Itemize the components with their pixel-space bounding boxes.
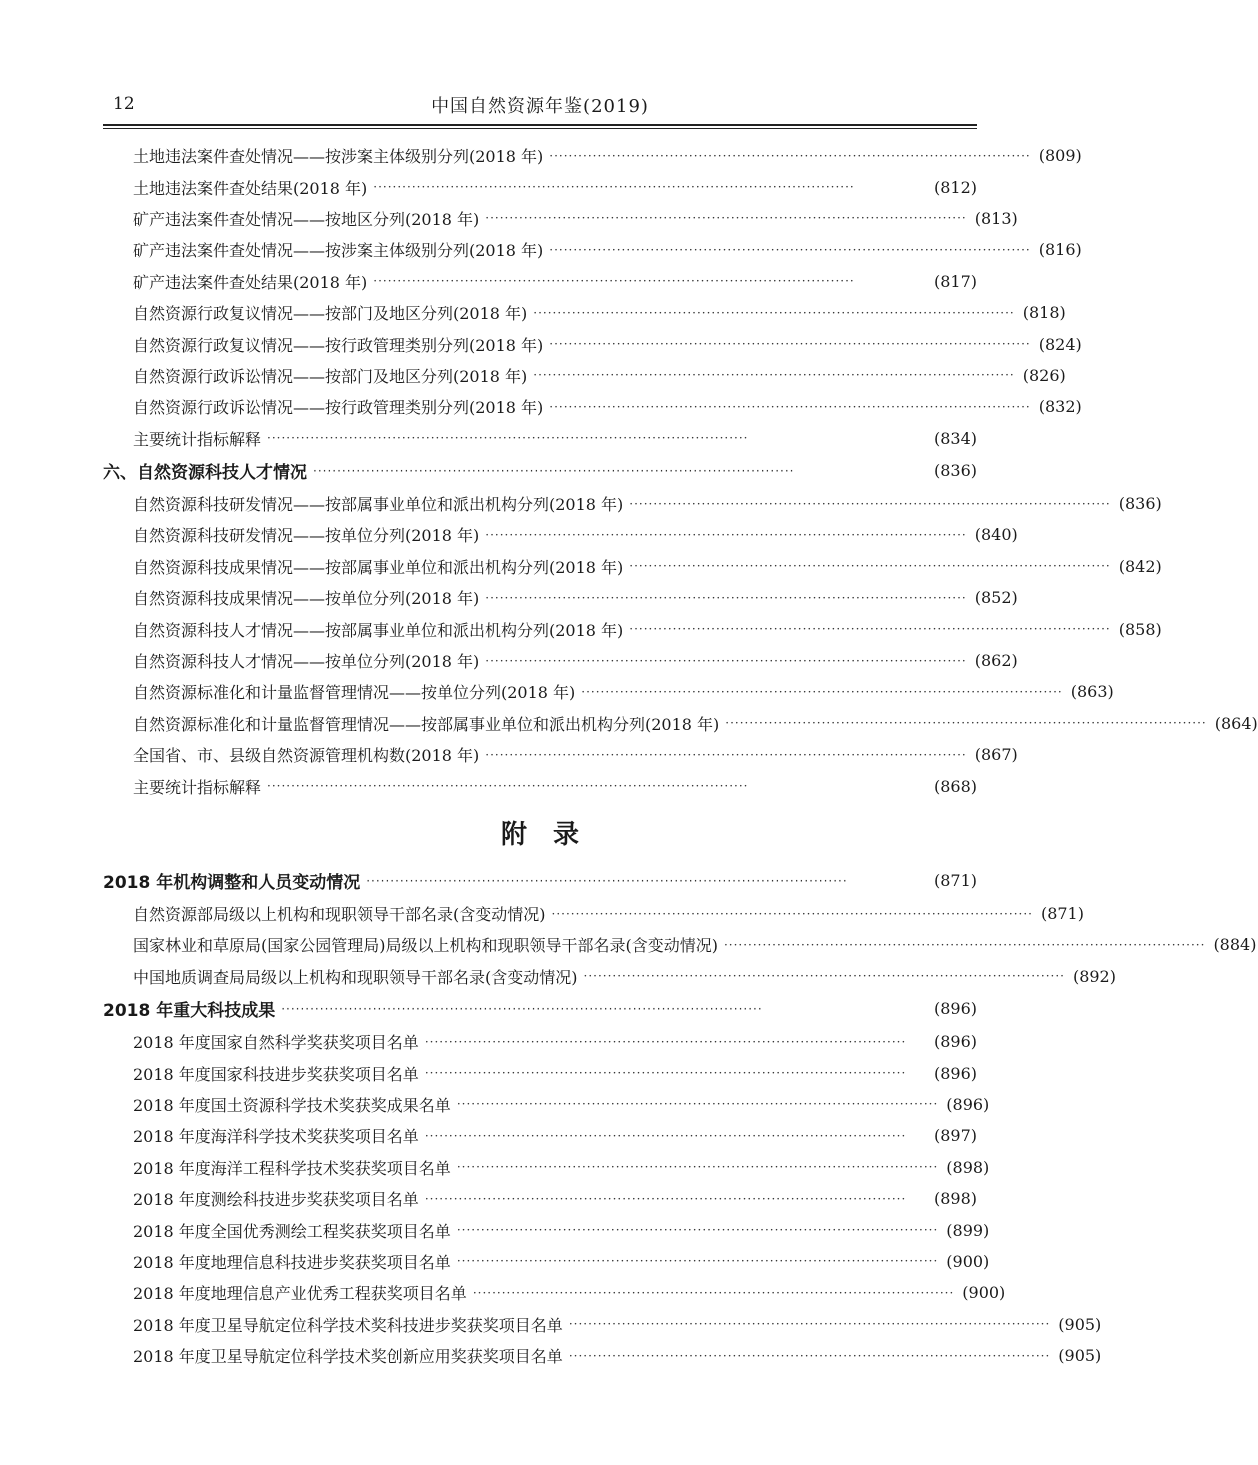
section-page: (836) — [933, 461, 977, 481]
entry-page: (840) — [974, 525, 1018, 545]
entry-label: 主要统计指标解释 — [133, 777, 262, 797]
entry-page: (832) — [1038, 397, 1082, 417]
dot-leader: ···································································································· — [366, 873, 848, 888]
toc-entry[interactable] — [0, 582, 1080, 613]
section-page: (896) — [933, 999, 977, 1019]
toc-entry[interactable] — [0, 391, 1080, 422]
entry-page: (900) — [946, 1251, 990, 1271]
dot-leader: ···································································································· — [485, 653, 967, 668]
entry-label: 自然资源科技成果情况——按部属事业单位和派出机构分列(2018 年) — [133, 557, 624, 577]
entry-label: 自然资源行政诉讼情况——按行政管理类别分列(2018 年) — [133, 398, 544, 418]
entry-label: 矿产违法案件查处结果(2018 年) — [133, 272, 368, 292]
entry-page: (884) — [1213, 935, 1257, 955]
appendix-heading: 附录 — [500, 820, 605, 851]
entry-label: 2018 年度测绘科技进步奖获奖项目名单 — [133, 1190, 419, 1210]
dot-leader: ···································································································· — [424, 1191, 907, 1206]
dot-leader: ···································································································· — [581, 684, 1063, 699]
section-page: (871) — [933, 871, 977, 891]
dot-leader: ···································································································· — [549, 148, 1031, 163]
dot-leader: ···································································································· — [583, 969, 1065, 984]
toc-entry[interactable] — [0, 171, 1080, 202]
toc-entry[interactable] — [0, 203, 1080, 234]
toc-section-org-changes[interactable] — [0, 864, 1080, 898]
toc-entry[interactable] — [0, 423, 1080, 454]
entry-page: (842) — [1118, 556, 1162, 576]
dot-leader: ···································································································· — [549, 337, 1031, 352]
entry-page: (813) — [974, 208, 1018, 228]
toc-entry[interactable] — [0, 708, 1258, 739]
entry-label: 自然资源科技研发情况——按部属事业单位和派出机构分列(2018 年) — [133, 495, 624, 515]
entry-label: 2018 年度海洋科学技术奖获奖项目名单 — [133, 1127, 419, 1147]
dot-leader: ···································································································· — [281, 1001, 763, 1016]
toc-entry[interactable] — [0, 488, 1162, 519]
entry-page: (905) — [1058, 1346, 1102, 1366]
toc-entry[interactable] — [0, 1246, 1080, 1277]
entry-label: 2018 年度国家科技进步奖获奖项目名单 — [133, 1064, 419, 1084]
toc-entry[interactable] — [0, 1214, 1080, 1245]
entry-label: 自然资源科技人才情况——按单位分列(2018 年) — [133, 652, 480, 672]
entry-page: (900) — [962, 1283, 1006, 1303]
toc-entry[interactable] — [0, 770, 1080, 801]
dot-leader: ···································································································· — [472, 1285, 955, 1300]
entry-page: (824) — [1038, 334, 1082, 354]
entry-page: (852) — [974, 588, 1018, 608]
entry-page: (868) — [933, 776, 977, 796]
entry-page: (858) — [1118, 619, 1162, 639]
entry-label: 矿产违法案件查处情况——按涉案主体级别分列(2018 年) — [133, 241, 544, 261]
section-label: 六、自然资源科技人才情况 — [103, 463, 307, 484]
toc-block-law-enforcement — [0, 140, 1080, 454]
dot-leader: ···································································································· — [424, 1034, 907, 1049]
toc-entry[interactable] — [0, 551, 1162, 582]
toc-entry[interactable] — [0, 519, 1080, 550]
entry-page: (896) — [946, 1094, 990, 1114]
entry-page: (826) — [1022, 365, 1066, 385]
dot-leader: ···································································································· — [629, 496, 1111, 511]
toc-section-tech-talent[interactable] — [0, 454, 1080, 488]
entry-page: (899) — [946, 1220, 990, 1240]
dot-leader: ···································································································· — [313, 463, 795, 478]
entry-label: 土地违法案件查处结果(2018 年) — [133, 178, 368, 198]
dot-leader: ···································································································· — [533, 368, 1015, 383]
dot-leader: ···································································································· — [485, 590, 967, 605]
entry-page: (896) — [933, 1032, 977, 1052]
entry-label: 2018 年度卫星导航定位科学技术奖科技进步奖获奖项目名单 — [133, 1315, 563, 1335]
dot-leader: ···································································································· — [485, 527, 967, 542]
toc-entry[interactable] — [0, 360, 1080, 391]
section-label: 2018 年重大科技成果 — [103, 1001, 276, 1022]
entry-label: 自然资源行政复议情况——按部门及地区分列(2018 年) — [133, 304, 528, 324]
book-title: 中国自然资源年鉴(2019) — [431, 96, 649, 117]
dot-leader: ···································································································· — [629, 559, 1111, 574]
entry-page: (892) — [1072, 966, 1116, 986]
entry-page: (898) — [933, 1189, 977, 1209]
toc-entry[interactable] — [0, 1309, 1102, 1340]
table-of-contents — [0, 140, 1258, 1371]
toc-entry[interactable] — [0, 1277, 1080, 1308]
entry-page: (862) — [974, 651, 1018, 671]
entry-page: (863) — [1070, 682, 1114, 702]
dot-leader: ···································································································· — [549, 399, 1031, 414]
entry-label: 国家林业和草原局(国家公园管理局)局级以上机构和现职领导干部名录(含变动情况) — [133, 936, 718, 956]
dot-leader: ···································································································· — [568, 1317, 1051, 1332]
entry-label: 2018 年度国家自然科学奖获奖项目名单 — [133, 1033, 419, 1053]
entry-label: 自然资源行政诉讼情况——按部门及地区分列(2018 年) — [133, 366, 528, 386]
entry-label: 自然资源科技人才情况——按部属事业单位和派出机构分列(2018 年) — [133, 620, 624, 640]
dot-leader: ···································································································· — [549, 242, 1031, 257]
toc-entry[interactable] — [0, 929, 1257, 960]
toc-entry[interactable] — [0, 645, 1080, 676]
dot-leader: ···································································································· — [424, 1066, 907, 1081]
entry-page: (818) — [1022, 303, 1066, 323]
dot-leader: ···································································································· — [456, 1160, 939, 1175]
entry-label: 自然资源科技研发情况——按单位分列(2018 年) — [133, 526, 480, 546]
running-header — [103, 92, 977, 124]
entry-page: (898) — [946, 1157, 990, 1177]
dot-leader: ···································································································· — [267, 431, 749, 446]
toc-entry[interactable] — [0, 676, 1114, 707]
page-number: 12 — [113, 94, 135, 114]
entry-page: (897) — [933, 1126, 977, 1146]
entry-page: (809) — [1038, 146, 1082, 166]
entry-label: 矿产违法案件查处情况——按地区分列(2018 年) — [133, 209, 480, 229]
toc-entry[interactable] — [0, 961, 1116, 992]
dot-leader: ···································································································· — [485, 211, 967, 226]
toc-block-org-changes — [0, 898, 1257, 992]
dot-leader: ···································································································· — [456, 1223, 939, 1238]
entry-label: 2018 年度全国优秀测绘工程奖获奖项目名单 — [133, 1221, 451, 1241]
toc-entry[interactable] — [0, 1057, 1080, 1088]
dot-leader: ···································································································· — [267, 779, 749, 794]
toc-entry[interactable] — [0, 739, 1080, 770]
header-rule-thin — [103, 128, 977, 129]
entry-label: 自然资源标准化和计量监督管理情况——按部属事业单位和派出机构分列(2018 年) — [133, 714, 720, 734]
entry-label: 2018 年度海洋工程科学技术奖获奖项目名单 — [133, 1158, 451, 1178]
dot-leader: ···································································································· — [629, 622, 1111, 637]
entry-label: 2018 年度地理信息科技进步奖获奖项目名单 — [133, 1252, 451, 1272]
toc-block-tech-talent — [0, 488, 1258, 802]
entry-page: (834) — [933, 428, 977, 448]
entry-page: (817) — [933, 271, 977, 291]
toc-entry[interactable] — [0, 1026, 1080, 1057]
toc-entry[interactable] — [0, 613, 1162, 644]
toc-section-tech-achievements[interactable] — [0, 992, 1080, 1026]
entry-page: (812) — [933, 177, 977, 197]
toc-entry[interactable] — [0, 140, 1080, 171]
toc-entry[interactable] — [0, 328, 1080, 359]
dot-leader: ···································································································· — [568, 1348, 1051, 1363]
dot-leader: ···································································································· — [723, 937, 1206, 952]
toc-entry[interactable] — [0, 1089, 1080, 1120]
entry-label: 自然资源行政复议情况——按行政管理类别分列(2018 年) — [133, 335, 544, 355]
entry-page: (816) — [1038, 240, 1082, 260]
section-label: 2018 年机构调整和人员变动情况 — [103, 873, 361, 894]
toc-entry[interactable] — [0, 297, 1080, 328]
dot-leader: ···································································································· — [373, 274, 855, 289]
entry-label: 土地违法案件查处情况——按涉案主体级别分列(2018 年) — [133, 147, 544, 167]
toc-entry[interactable] — [0, 234, 1080, 265]
entry-label: 2018 年度卫星导航定位科学技术奖创新应用奖获奖项目名单 — [133, 1347, 563, 1367]
entry-page: (871) — [1040, 904, 1084, 923]
entry-label: 中国地质调查局局级以上机构和现职领导干部名录(含变动情况) — [133, 967, 578, 987]
dot-leader: ···································································································· — [533, 305, 1015, 320]
entry-label: 自然资源标准化和计量监督管理情况——按单位分列(2018 年) — [133, 683, 576, 703]
toc-entry[interactable] — [0, 266, 1080, 297]
dot-leader: ···································································································· — [424, 1128, 907, 1143]
dot-leader: ···································································································· — [373, 180, 855, 195]
dot-leader: ···································································································· — [456, 1097, 939, 1112]
toc-entry[interactable] — [0, 1120, 1080, 1151]
toc-entry[interactable] — [0, 1152, 1080, 1183]
dot-leader: ···································································································· — [551, 906, 1033, 921]
entry-label: 2018 年度国土资源科学技术奖获奖成果名单 — [133, 1095, 451, 1115]
dot-leader: ···································································································· — [456, 1254, 939, 1269]
entry-label: 主要统计指标解释 — [133, 429, 262, 449]
toc-entry[interactable] — [0, 1183, 1080, 1214]
entry-page: (896) — [933, 1063, 977, 1083]
entry-label: 2018 年度地理信息产业优秀工程获奖项目名单 — [133, 1284, 467, 1304]
entry-page: (867) — [974, 745, 1018, 765]
entry-page: (864) — [1214, 713, 1258, 733]
toc-entry[interactable] — [0, 898, 1084, 929]
toc-block-tech-achievements — [0, 1026, 1102, 1371]
dot-leader: ···································································································· — [725, 716, 1207, 731]
toc-entry[interactable] — [0, 1340, 1102, 1371]
entry-page: (836) — [1118, 494, 1162, 514]
dot-leader: ···································································································· — [485, 747, 967, 762]
entry-label: 自然资源部局级以上机构和现职领导干部名录(含变动情况) — [133, 905, 546, 924]
entry-label: 全国省、市、县级自然资源管理机构数(2018 年) — [133, 746, 480, 766]
entry-page: (905) — [1058, 1314, 1102, 1334]
entry-label: 自然资源科技成果情况——按单位分列(2018 年) — [133, 589, 480, 609]
header-rule-thick — [103, 124, 977, 126]
